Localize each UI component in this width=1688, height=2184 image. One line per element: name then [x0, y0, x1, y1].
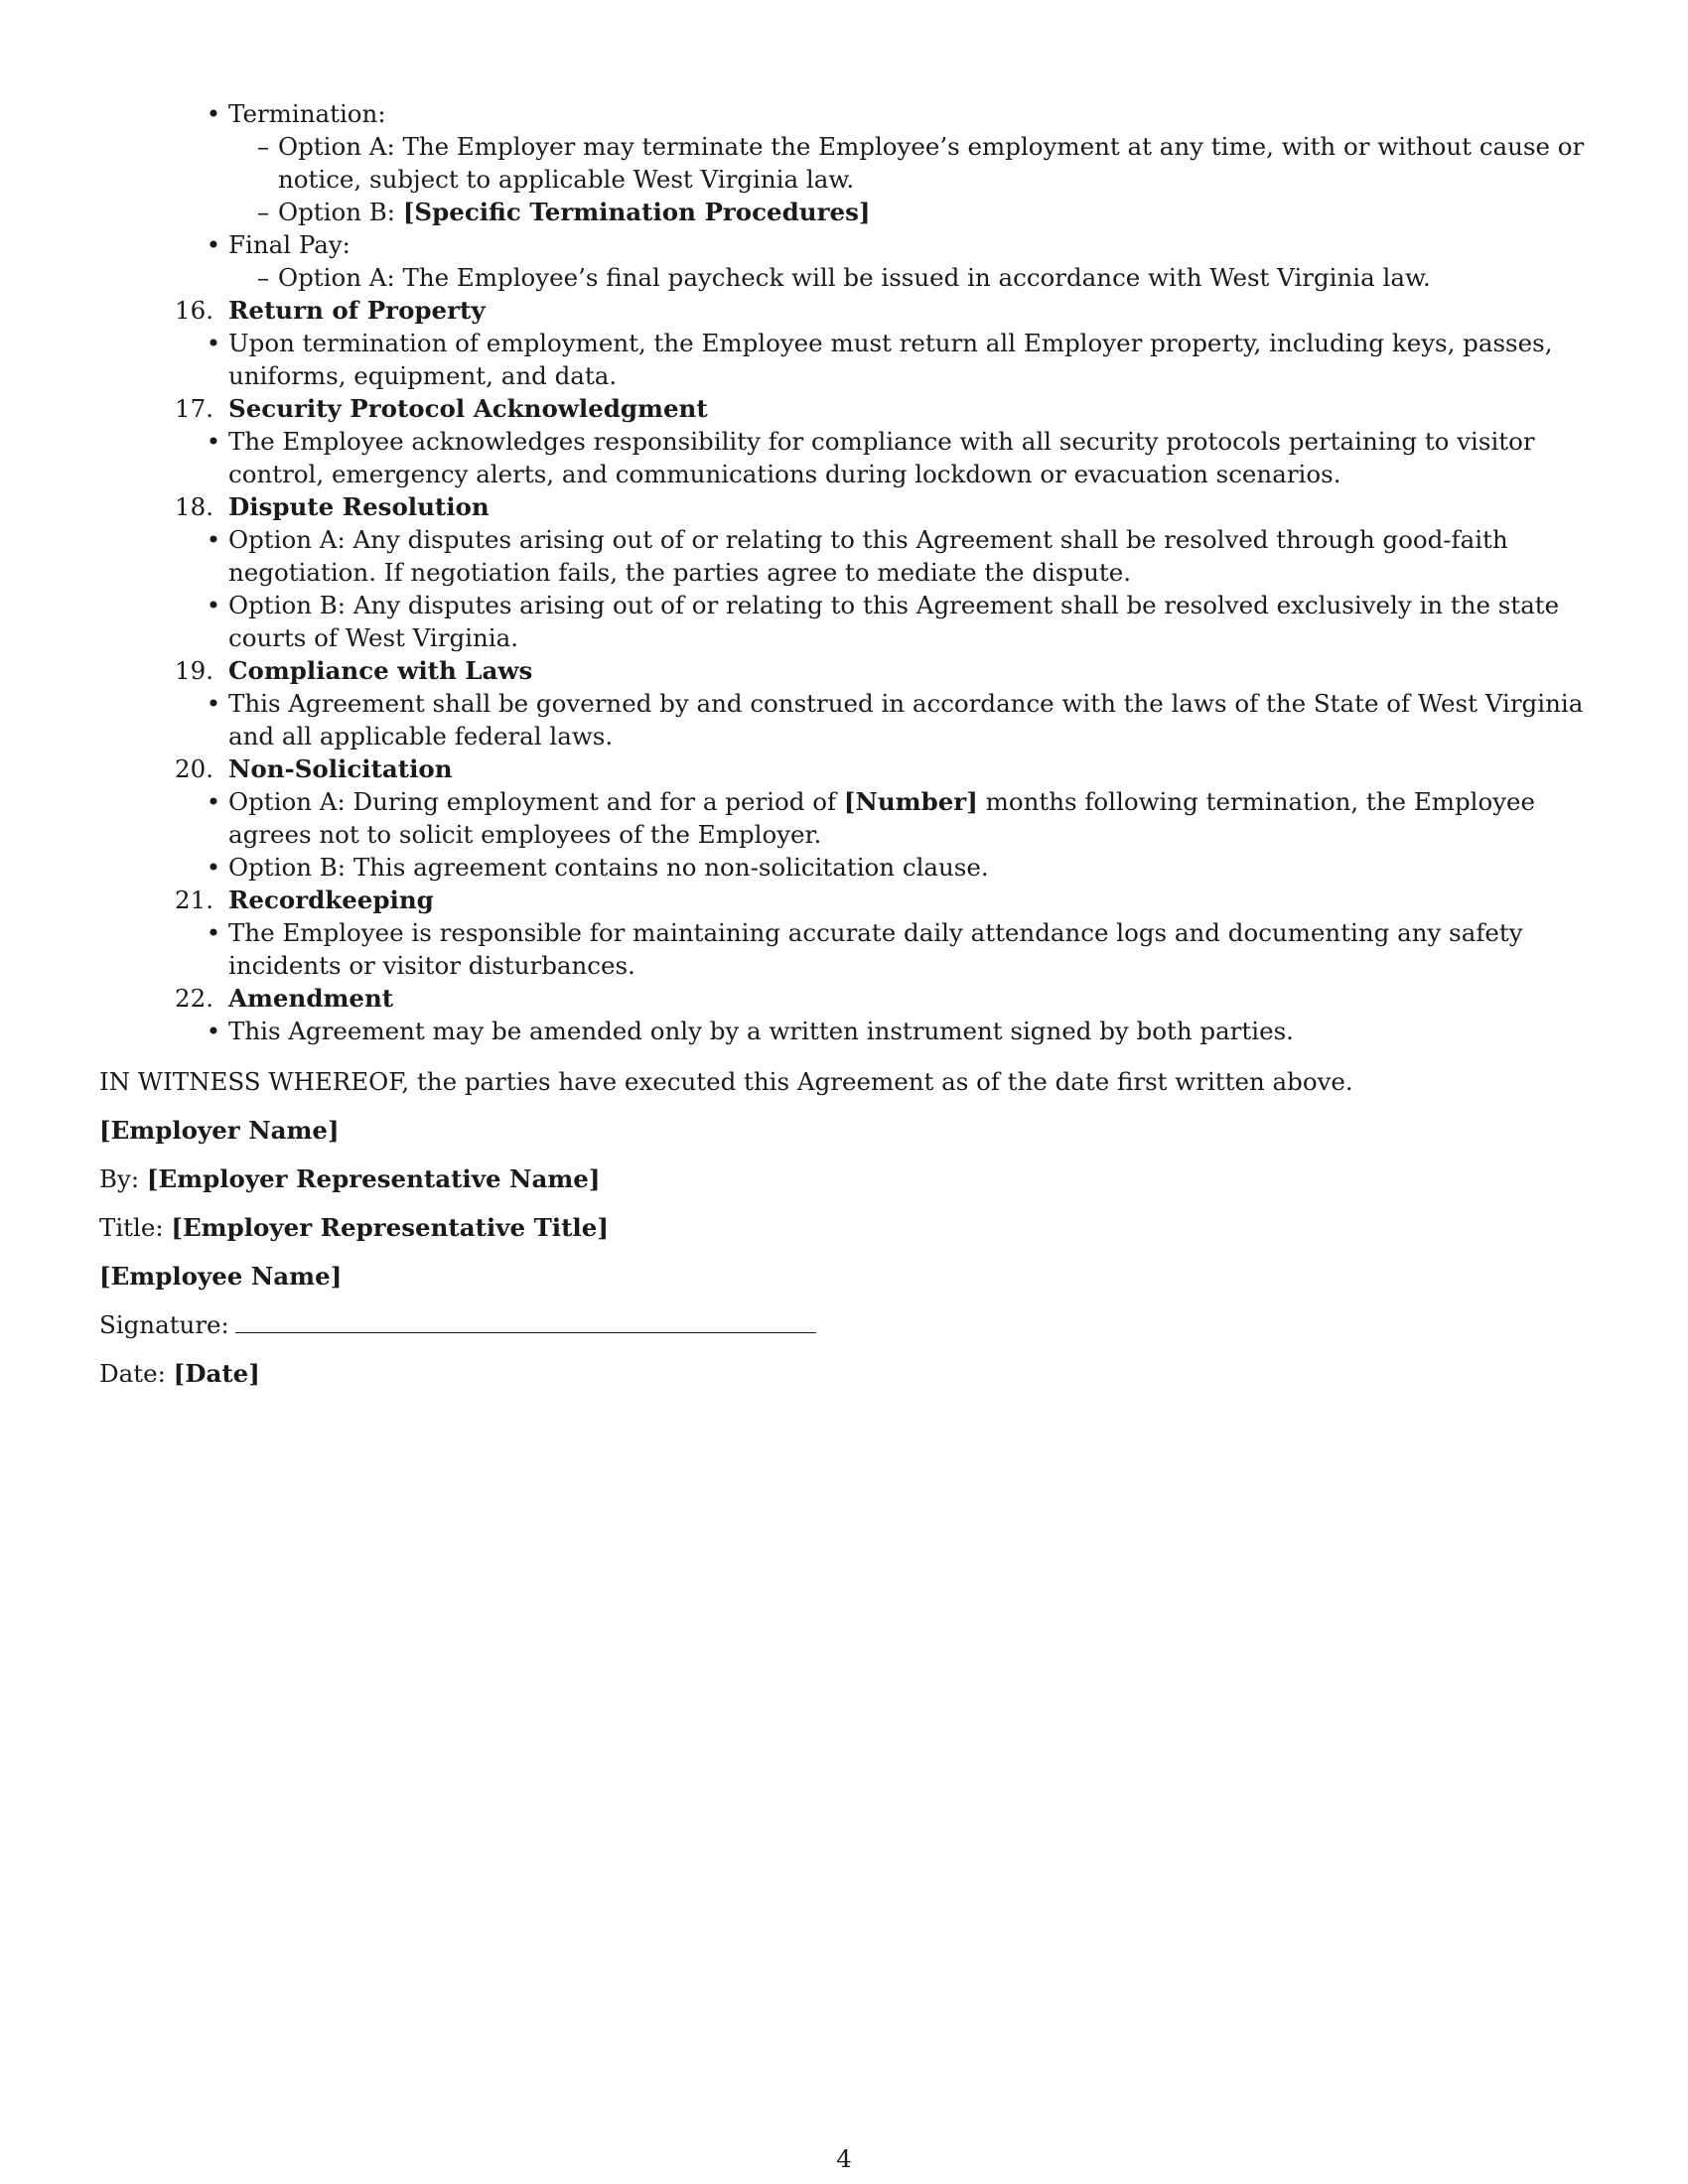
list-item [99, 327, 1592, 392]
page-number: 4 [836, 2144, 852, 2173]
title-line [99, 1211, 1592, 1244]
section-number: 22. [175, 984, 213, 1013]
list-item [99, 425, 1592, 490]
dash: – [256, 198, 270, 226]
bullet: • [206, 427, 221, 456]
section-text: Option B: Any disputes arising out of or relating to this Agreement shall be resolved exclusively in the state courts of West Virginia. [228, 591, 1560, 652]
section-number: 19. [175, 656, 213, 685]
section-heading-18 [99, 490, 1592, 523]
list-item [99, 687, 1592, 752]
section-title: Dispute Resolution [228, 492, 490, 521]
date-placeholder: [Date] [173, 1359, 260, 1388]
dash: – [256, 132, 270, 161]
termination-option-a: Option A: The Employer may terminate the Employee’s employment at any time, with or without cause or notice, subject to applicable West Virginia law. [278, 132, 1585, 194]
date-line [99, 1357, 1592, 1390]
date-label: Date: [99, 1359, 174, 1388]
sub-item-termination-option-b [99, 196, 1592, 228]
by-label: By: [99, 1164, 147, 1193]
employee-name: [Employee Name] [99, 1262, 343, 1291]
section-title: Compliance with Laws [228, 656, 533, 685]
signature-label: Signature: [99, 1310, 229, 1339]
bullet: • [206, 230, 221, 259]
list-item-final-pay [99, 228, 1592, 261]
section-text: months following termination, the Employee agrees not to solicit employees of the Employer. [228, 787, 1536, 849]
bullet: • [206, 525, 221, 554]
document-body [99, 97, 1592, 1390]
final-pay-option-a: Option A: The Employee’s final paycheck will be issued in accordance with West Virginia law. [278, 263, 1431, 292]
section-heading-16 [99, 294, 1592, 327]
section-text: Option A: Any disputes arising out of or relating to this Agreement shall be resolved through good-faith negotiation. If negotiation fails, the parties agree to mediate the dispute. [228, 525, 1508, 587]
bullet: • [206, 591, 221, 619]
termination-option-b-prefix: Option B: [278, 198, 403, 226]
list-item [99, 851, 1592, 884]
section-heading-20 [99, 752, 1592, 785]
section-title: Recordkeeping [228, 886, 434, 914]
list-item [99, 523, 1592, 589]
section-text: Upon termination of employment, the Employee must return all Employer property, including keys, passes, uniforms, equipment, and data. [228, 329, 1553, 390]
section-heading-17 [99, 392, 1592, 425]
bullet: • [206, 99, 221, 128]
termination-label: Termination: [228, 99, 386, 128]
section-number: 16. [175, 296, 213, 325]
employer-rep-title: [Employer Representative Title] [171, 1213, 609, 1242]
list-item [99, 1015, 1592, 1047]
section-text: Option A: During employment and for a period of [228, 787, 844, 816]
list-item [99, 589, 1592, 654]
bullet: • [206, 329, 221, 357]
title-label: Title: [99, 1213, 172, 1242]
employer-rep-name: [Employer Representative Name] [146, 1164, 601, 1193]
by-line [99, 1162, 1592, 1195]
section-text: Option B: This agreement contains no non-solicitation clause. [228, 853, 989, 882]
list-item-termination [99, 97, 1592, 130]
section-text: This Agreement may be amended only by a written instrument signed by both parties. [228, 1017, 1294, 1045]
signature-blank [235, 1308, 816, 1333]
section-title: Security Protocol Acknowledgment [228, 394, 708, 423]
section-number: 20. [175, 754, 213, 783]
bullet: • [206, 1017, 221, 1045]
list-item [99, 785, 1592, 851]
sub-item-termination-option-a [99, 130, 1592, 196]
section-title: Return of Property [228, 296, 486, 325]
number-placeholder: [Number] [843, 787, 978, 816]
final-pay-label: Final Pay: [228, 230, 351, 259]
section-text: This Agreement shall be governed by and construed in accordance with the laws of the State of West Virginia and all applicable federal laws. [228, 689, 1584, 751]
section-number: 18. [175, 492, 213, 521]
witness-statement: IN WITNESS WHEREOF, the parties have executed this Agreement as of the date first written above. [99, 1067, 1353, 1096]
section-heading-19 [99, 654, 1592, 687]
section-heading-21 [99, 884, 1592, 916]
section-number: 17. [175, 394, 213, 423]
section-title: Amendment [228, 984, 394, 1013]
list-item [99, 916, 1592, 982]
employer-name: [Employer Name] [99, 1116, 340, 1145]
section-text: The Employee is responsible for maintaining accurate daily attendance logs and documenting any safety incidents or visitor disturbances. [228, 918, 1523, 980]
sub-item-final-pay-option-a [99, 261, 1592, 294]
section-heading-22 [99, 982, 1592, 1015]
section-number: 21. [175, 886, 213, 914]
bullet: • [206, 689, 221, 718]
termination-procedures-placeholder: [Specific Termination Procedures] [402, 198, 871, 226]
bullet: • [206, 853, 221, 882]
bullet: • [206, 787, 221, 816]
signature-line [99, 1308, 1592, 1341]
section-text: The Employee acknowledges responsibility for compliance with all security protocols pertaining to visitor control, emergency alerts, and communications during lockdown or evacuation scenarios. [228, 427, 1535, 488]
bullet: • [206, 918, 221, 947]
dash: – [256, 263, 270, 292]
section-title: Non-Solicitation [228, 754, 453, 783]
